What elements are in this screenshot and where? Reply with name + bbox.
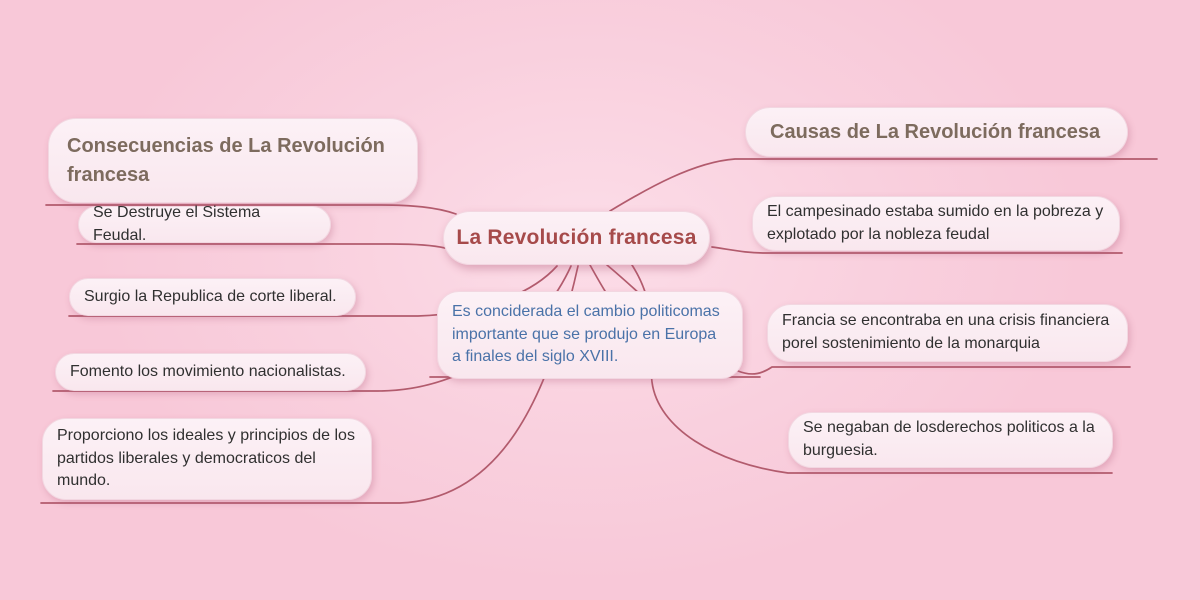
node-campesinado[interactable] xyxy=(752,196,1120,251)
node-republica-liberal[interactable] xyxy=(69,278,356,316)
node-sistema-feudal[interactable] xyxy=(78,203,331,244)
campesinado-label: El campesinado estaba sumido en la pobreza y explotado por la nobleza feudal xyxy=(767,202,1104,243)
node-consecuencias-heading[interactable] xyxy=(48,118,418,203)
crisis-financiera-label: Francia se encontraba en una crisis financiera porel sostenimiento de la monarquia xyxy=(782,312,1110,352)
node-nacionalistas[interactable] xyxy=(55,353,366,391)
node-causas-heading[interactable] xyxy=(745,107,1128,157)
node-burguesia[interactable] xyxy=(788,412,1113,468)
node-ideales[interactable] xyxy=(42,418,372,500)
branch-descripcion-trunk xyxy=(590,265,605,291)
description-label: Es conciderada el cambio politicomas importante que se produjo en Europa a finales del siglo XVIII. xyxy=(452,302,720,366)
nacionalistas-label: Fomento los movimiento nacionalistas. xyxy=(70,362,346,380)
central-topic-label: La Revolución francesa xyxy=(456,226,697,250)
sistema-feudal-label: Se Destruye el Sistema Feudal. xyxy=(93,203,261,244)
node-description[interactable] xyxy=(437,291,743,379)
consecuencias-heading-label: Consecuencias de La Revolución francesa xyxy=(67,135,385,186)
causas-heading-label: Causas de La Revolución francesa xyxy=(770,120,1101,143)
node-central-topic[interactable] xyxy=(443,211,710,265)
republica-liberal-label: Surgio la Republica de corte liberal. xyxy=(84,287,337,305)
ideales-label: Proporciono los ideales y principios de los partidos liberales y democraticos del mundo. xyxy=(57,426,355,490)
burguesia-label: Se negaban de losderechos politicos a la burguesia. xyxy=(803,419,1095,459)
node-crisis-financiera[interactable] xyxy=(767,304,1128,362)
